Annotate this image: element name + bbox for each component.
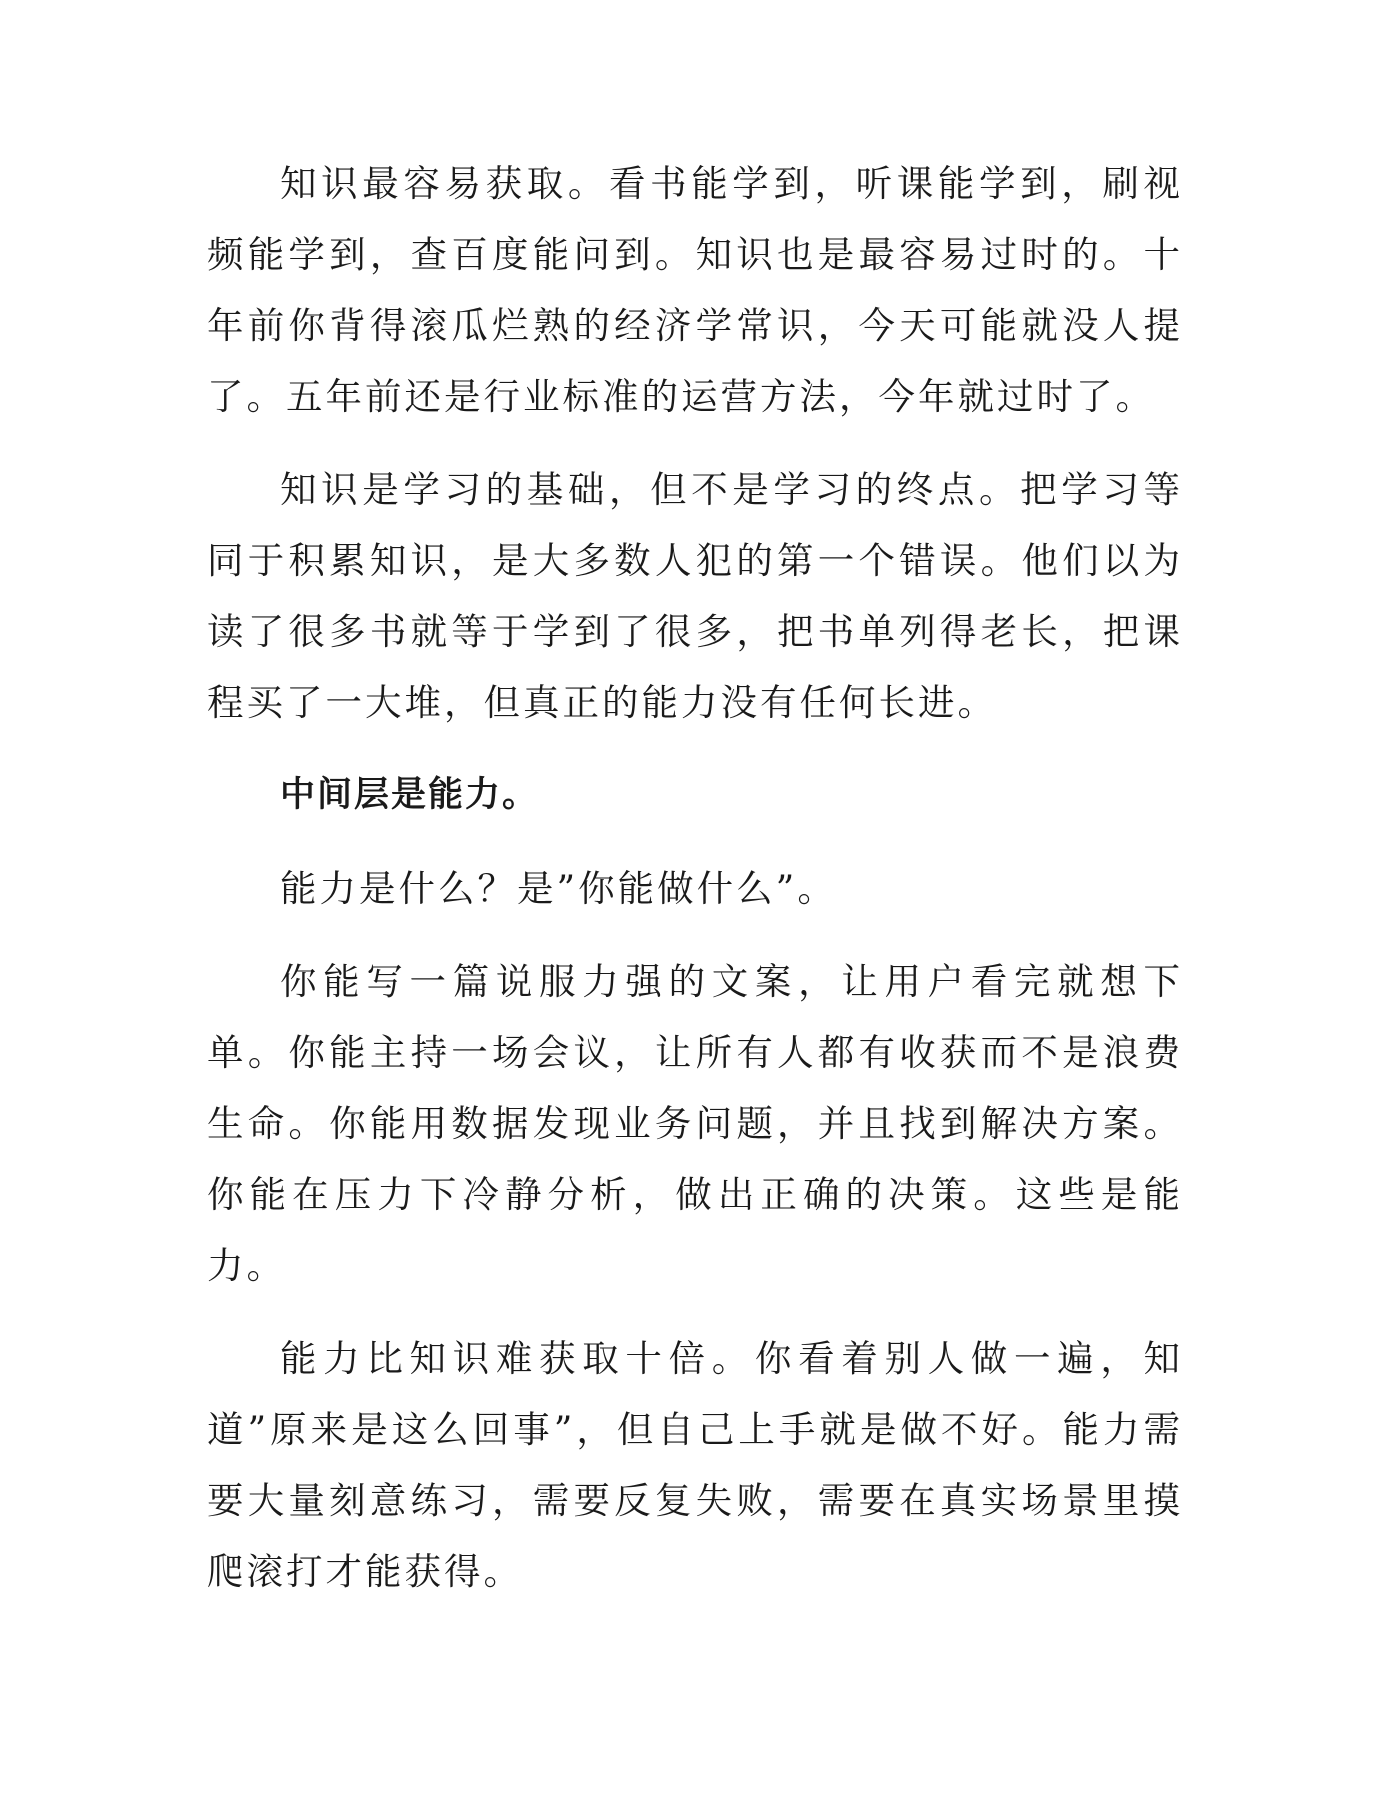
paragraph-ability-examples: 你能写一篇说服力强的文案，让用户看完就想下单。你能主持一场会议，让所有人都有收获而不是浪费生命。你能用数据发现业务问题，并且找到解决方案。你能在压力下冷静分析，做出正确的决策。这些是能力。 [207,960,1183,1287]
paragraph-knowledge-foundation: 知识是学习的基础，但不是学习的终点。把学习等同于积累知识，是大多数人犯的第一个错误。他们以为读了很多书就等于学到了很多，把书单列得老长，把课程买了一大堆，但真正的能力没有任何长进。 [207,468,1183,724]
paragraph-ability-definition: 能力是什么？是”你能做什么”。 [280,867,837,910]
paragraph-ability-difficulty: 能力比知识难获取十倍。你看着别人做一遍，知道”原来是这么回事”，但自己上手就是做不好。能力需要大量刻意练习，需要反复失败，需要在真实场景里摸爬滚打才能获得。 [207,1337,1183,1593]
section-heading-ability: 中间层是能力。 [280,775,540,815]
document-body [207,148,1183,1629]
paragraph-knowledge-easy: 知识最容易获取。看书能学到，听课能学到，刷视频能学到，查百度能问到。知识也是最容易过时的。十年前你背得滚瓜烂熟的经济学常识，今天可能就没人提了。五年前还是行业标准的运营方法，今年就过时了。 [207,162,1183,418]
